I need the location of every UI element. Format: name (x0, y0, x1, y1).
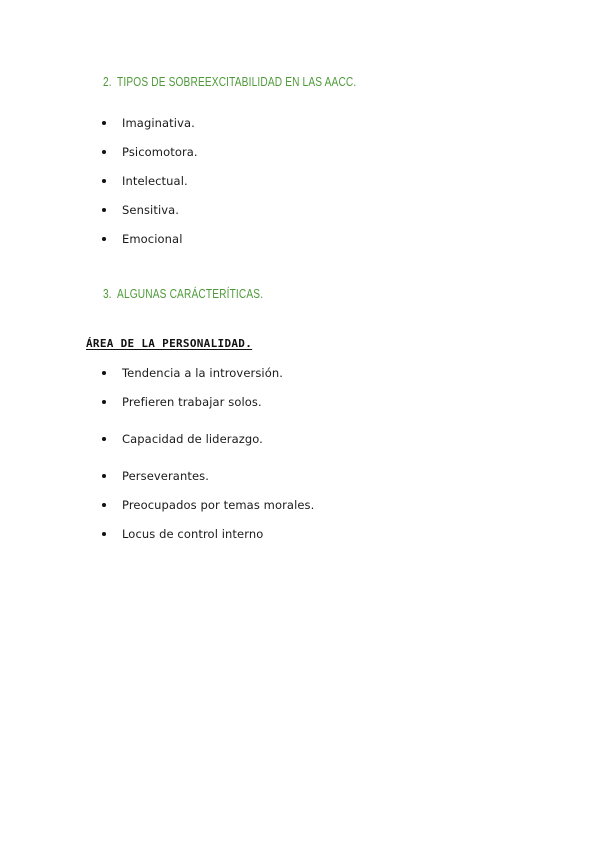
list-item-text: Locus de control interno (122, 527, 264, 541)
bullet-icon (102, 474, 106, 478)
bullet-icon (102, 503, 106, 507)
section-2-heading (103, 74, 356, 89)
list-item-text: Emocional (122, 232, 183, 246)
bullet-icon (102, 150, 106, 154)
list-item-text: Preocupados por temas morales. (122, 498, 315, 512)
bullet-icon (102, 400, 106, 404)
section-3-title: ALGUNAS CARÁCTERÍTICAS. (117, 286, 264, 301)
section-3-heading (103, 286, 263, 301)
bullet-icon (102, 532, 106, 536)
list-item-text: Intelectual. (122, 174, 188, 188)
bullet-icon (102, 179, 106, 183)
bullet-icon (102, 121, 106, 125)
list-item-text: Psicomotora. (122, 145, 198, 159)
bullet-icon (102, 237, 106, 241)
section-2-number: 2. (103, 74, 112, 89)
bullet-icon (102, 371, 106, 375)
section-3-number: 3. (103, 286, 112, 301)
list-item-text: Prefieren trabajar solos. (122, 395, 262, 409)
list-item-text: Perseverantes. (122, 469, 209, 483)
section-2-title: TIPOS DE SOBREEXCITABILIDAD EN LAS AACC. (117, 74, 357, 89)
list-item-text: Tendencia a la introversión. (122, 366, 283, 380)
bullet-icon (102, 208, 106, 212)
list-item-text: Sensitiva. (122, 203, 180, 217)
list-item-text: Imaginativa. (122, 116, 195, 130)
personality-area-subheading: ÁREA DE LA PERSONALIDAD. (86, 337, 253, 350)
list-item-text: Capacidad de liderazgo. (122, 432, 263, 446)
bullet-icon (102, 437, 106, 441)
